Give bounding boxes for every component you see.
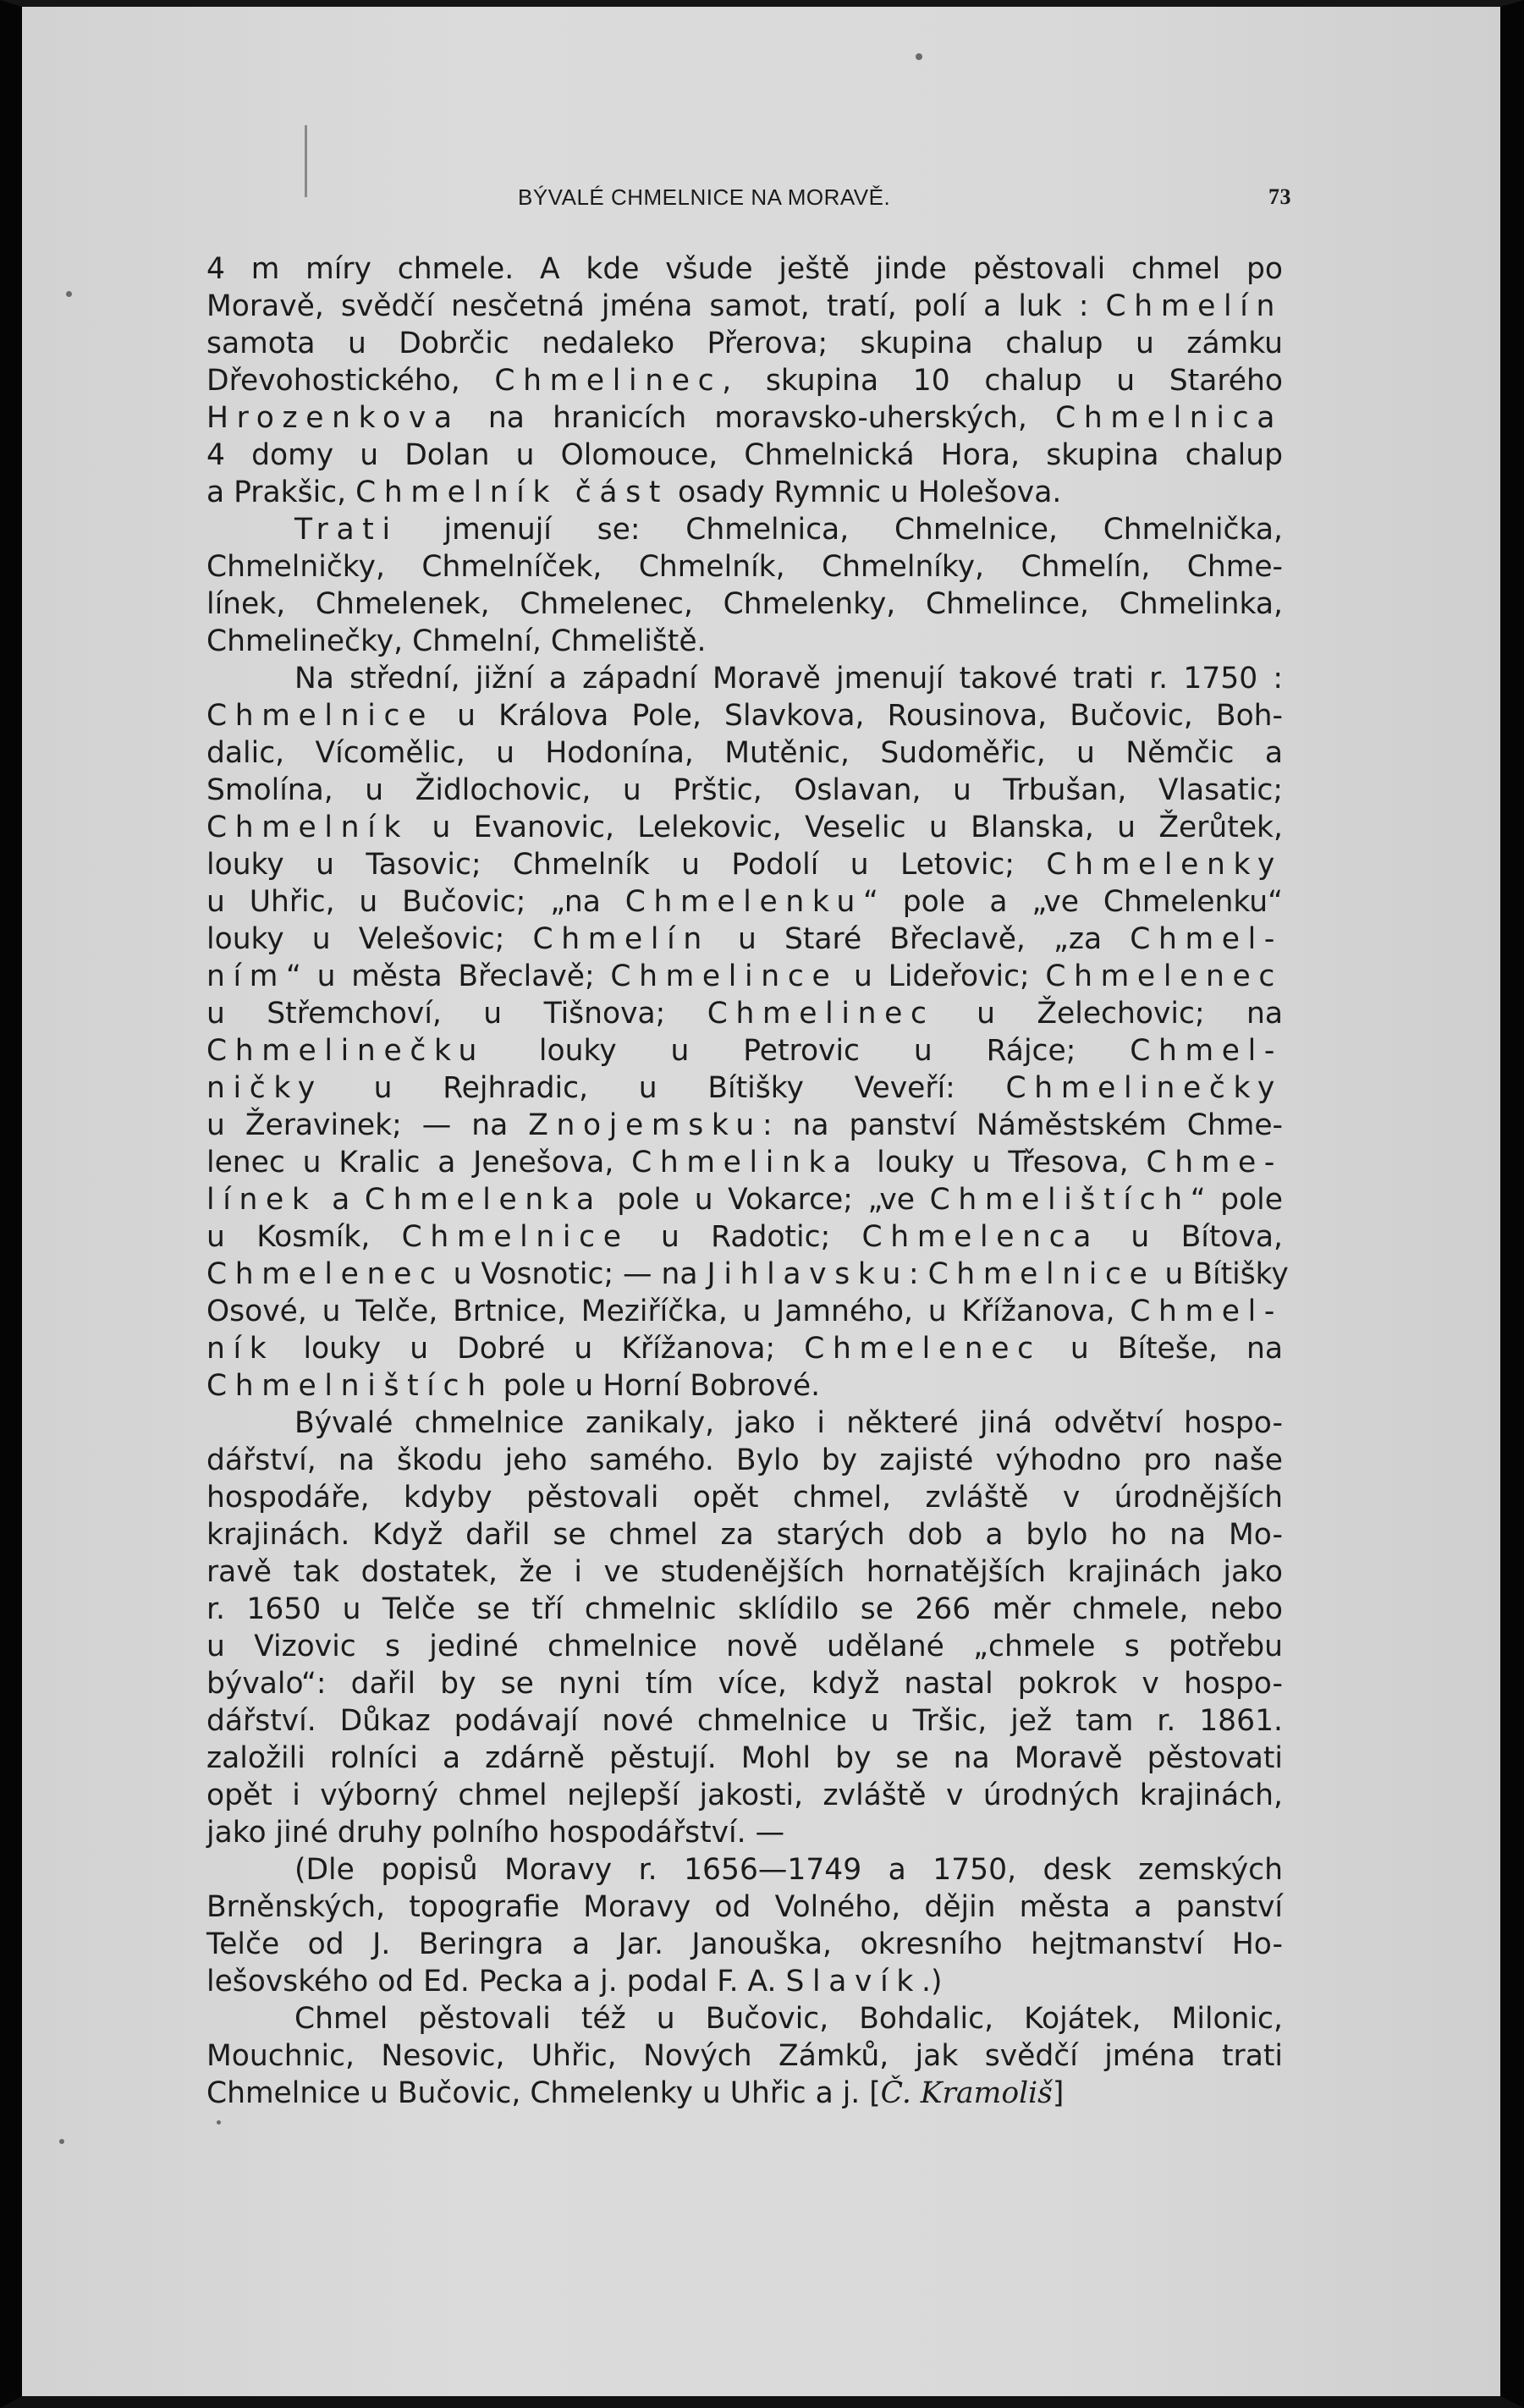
- text-run: u Bítova,: [1099, 1220, 1283, 1254]
- text-run: dářství, na škodu jeho samého. Bylo by zajisté výhodno pro naše: [206, 1443, 1283, 1477]
- text-run: u Bíteše, na: [1041, 1332, 1284, 1366]
- text-run: 4 m míry chmele. A kde všude ještě jinde pěstovali chmel po: [206, 252, 1283, 286]
- text-line: [206, 511, 1283, 548]
- text-run: louky u Petrovic u Rájce;: [485, 1034, 1131, 1068]
- text-run: “ pole a „ve Chmelenku“: [862, 885, 1283, 919]
- spaced-term: Chmel-: [1130, 1295, 1283, 1328]
- text-line: [206, 1405, 1283, 1442]
- text-line: [206, 325, 1283, 362]
- text-line: [206, 2037, 1283, 2075]
- text-line: [206, 362, 1283, 399]
- spaced-term: Chmelništích: [206, 1369, 494, 1403]
- spaced-term: línek: [206, 1183, 317, 1217]
- text-line: [206, 1591, 1283, 1628]
- spaced-term: Chmelnice: [206, 699, 434, 733]
- text-line: [206, 1851, 1283, 1888]
- text-run: na hranicích moravsko-uherských,: [459, 401, 1056, 435]
- text-line: [206, 1888, 1283, 1926]
- text-run: hospodáře, kdyby pěstovali opět chmel, zvláště v úrodnějších: [206, 1481, 1283, 1515]
- spaced-term: Chmelinec: [707, 997, 935, 1031]
- text-run: u Králova Pole, Slavkova, Rousinova, Bučovic, Boh-: [433, 699, 1283, 733]
- scan-speck: [66, 291, 72, 297]
- text-line: [206, 921, 1283, 958]
- body-text: [206, 250, 1289, 2112]
- spaced-term: Trati: [294, 513, 399, 547]
- text-run: pole u Horní Bobrové.: [493, 1369, 821, 1403]
- text-run: Na střední, jižní a západní Moravě jmenují takové trati r. 1750 :: [294, 662, 1283, 695]
- text-line: [206, 1293, 1283, 1330]
- spaced-term: Chmelenec: [206, 1257, 444, 1291]
- text-run: u Vosnotic; — na: [443, 1257, 707, 1291]
- text-run: Chmelinečky, Chmelní, Chmeliště.: [206, 624, 707, 658]
- text-run: u Staré Břeclavě, „za: [709, 922, 1131, 956]
- text-line: [206, 1777, 1283, 1814]
- text-line: [206, 1628, 1283, 1665]
- text-line: [206, 958, 1283, 995]
- text-run: Bývalé chmelnice zanikaly, jako i některé jiná odvětví hospo-: [294, 1406, 1283, 1440]
- spaced-term: Chmel-: [1130, 922, 1283, 956]
- text-run: u Kosmík,: [206, 1220, 402, 1254]
- text-line: [206, 1442, 1283, 1479]
- text-line: [206, 1814, 1283, 1851]
- spaced-term: ničky: [206, 1071, 323, 1105]
- text-line: [206, 1665, 1283, 1702]
- text-line: [206, 623, 1283, 660]
- text-line: [206, 1218, 1283, 1256]
- text-line: [206, 1256, 1289, 1293]
- spaced-term: Chmelinečku: [206, 1034, 486, 1068]
- text-line: [206, 1702, 1283, 1740]
- text-line: [206, 883, 1283, 921]
- text-line: [206, 1330, 1283, 1367]
- spaced-term: Hrozenkova: [206, 401, 460, 435]
- text-line: [206, 586, 1283, 623]
- text-line: [206, 734, 1283, 772]
- text-run: u Vizovic s jediné chmelnice nově udělané „chmele s potřebu: [206, 1630, 1283, 1663]
- text-line: [206, 1069, 1283, 1107]
- text-run: dářství. Důkaz podávají nové chmelnice u Tršic, jež tam r. 1861.: [206, 1704, 1283, 1738]
- text-line: [206, 846, 1283, 883]
- text-run: .): [922, 1965, 943, 1998]
- spaced-term: ním: [206, 959, 287, 993]
- spaced-term: Chmelištích: [929, 1183, 1191, 1217]
- text-run: “ u města Břeclavě;: [286, 959, 611, 993]
- scan-speck: [916, 53, 922, 60]
- text-run: pole u Vokarce; „ve: [602, 1183, 930, 1217]
- text-line: [206, 2000, 1283, 2037]
- text-run: Telče od J. Beringra a Jar. Janouška, okresního hejtmanství Ho-: [206, 1927, 1283, 1961]
- text-run: Mouchnic, Nesovic, Uhřic, Nových Zámků, jak svědčí jména trati: [206, 2039, 1283, 2073]
- spaced-term: Chmelnice: [401, 1220, 630, 1254]
- text-run: dalic, Vícomělic, u Hodonína, Mutěnic, Sudoměřic, u Němčic a: [206, 736, 1283, 770]
- text-run: lenec u Kralic a Jenešova,: [206, 1146, 632, 1179]
- text-run: r. 1650 u Telče se tří chmelnic sklídilo se 266 měr chmele, nebo: [206, 1592, 1283, 1626]
- text-line: [206, 697, 1283, 734]
- spaced-term: Chmelnice: [927, 1257, 1156, 1291]
- text-run: Brněnských, topografie Moravy od Volného, dějin města a panství: [206, 1890, 1283, 1924]
- text-run: a Prakšic,: [206, 476, 356, 509]
- text-run: :: [908, 1257, 928, 1291]
- text-run: u Radotic;: [629, 1220, 862, 1254]
- spaced-term: Chmelenec: [1045, 959, 1283, 993]
- spaced-term: Chmelnica: [1055, 401, 1283, 435]
- spaced-term: Chmelenka: [364, 1183, 602, 1217]
- text-run: 4 domy u Dolan u Olomouce, Chmelnická Hora, skupina chalup: [206, 438, 1283, 472]
- text-line: [206, 1032, 1283, 1069]
- text-run: krajinách. Když dařil se chmel za starých dob a bylo ho na Mo-: [206, 1518, 1283, 1552]
- text-run: louky u Dobré u Křížanova;: [274, 1332, 805, 1366]
- text-line: [206, 1516, 1283, 1553]
- text-line: [206, 809, 1283, 846]
- text-run: Chmelnice u Bučovic, Chmelenky u Uhřic a j. [: [206, 2076, 881, 2110]
- text-run: Chmelničky, Chmelníček, Chmelník, Chmelníky, Chmelín, Chme-: [206, 550, 1283, 584]
- text-line: [206, 437, 1283, 474]
- text-run: u Bítišky: [1155, 1257, 1289, 1291]
- text-run: Osové, u Telče, Brtnice, Meziříčka, u Jamného, u Křížanova,: [206, 1295, 1131, 1328]
- text-line: [206, 772, 1283, 809]
- text-line: [206, 250, 1283, 288]
- spaced-term: Jihlavsku: [707, 1257, 909, 1291]
- text-run: , skupina 10 chalup u Starého: [722, 364, 1283, 398]
- text-run: : na panství Náměstském Chme-: [762, 1108, 1283, 1142]
- text-run: u Evanovic, Lelekovic, Veselic u Blanska, u Žerůtek,: [409, 811, 1283, 844]
- text-line: [206, 995, 1283, 1032]
- text-line: [206, 1553, 1283, 1591]
- scan-mark: [305, 125, 307, 197]
- text-run: louky u Tasovic; Chmelník u Podolí u Letovic;: [206, 848, 1047, 882]
- spaced-term: Chmelenca: [861, 1220, 1100, 1254]
- text-run: u Želechovic; na: [934, 997, 1284, 1031]
- text-run: Dřevohostického,: [206, 364, 495, 398]
- text-run: u Rejhradic, u Bítišky Veveří:: [322, 1071, 1006, 1105]
- text-run: Smolína, u Židlochovic, u Prštic, Oslavan, u Trbušan, Vlasatic;: [206, 773, 1283, 807]
- spaced-term: Chmelince: [610, 959, 839, 993]
- spaced-term: Chmelinka: [631, 1146, 860, 1179]
- text-line: [206, 288, 1283, 325]
- spaced-term: Chmelník: [206, 811, 410, 844]
- text-run: “ pole: [1190, 1183, 1283, 1217]
- text-run: samota u Dobrčic nedaleko Přerova; skupina chalup u zámku: [206, 327, 1283, 360]
- text-run: u Lideřovic;: [838, 959, 1046, 993]
- spaced-term: Chmelín: [532, 922, 710, 956]
- author-signature: Č. Kramoliš: [880, 2076, 1053, 2110]
- text-line: [206, 1963, 1283, 2000]
- spaced-term: Chmelinečky: [1005, 1071, 1283, 1105]
- text-run: lešovského od Ed. Pecka a j. podal F. A.: [206, 1965, 786, 1998]
- text-run: bývalo“: dařil by se nyni tím více, když nastal pokrok v hospo-: [206, 1667, 1283, 1701]
- text-line: [206, 1740, 1283, 1777]
- text-run: osady Rymnic u Holešova.: [668, 476, 1062, 509]
- spaced-term: Chmelník část: [355, 476, 669, 509]
- page-number: 73: [1268, 184, 1291, 209]
- spaced-term: Chmel-: [1130, 1034, 1283, 1068]
- scan-speck: [59, 2139, 64, 2144]
- text-line: [206, 1181, 1283, 1218]
- text-line: [206, 1479, 1283, 1516]
- text-line: [206, 660, 1283, 697]
- running-title: BÝVALÉ CHMELNICE NA MORAVĚ.: [518, 184, 891, 210]
- text-run: louky u Velešovic;: [206, 922, 533, 956]
- spaced-term: ník: [206, 1332, 275, 1366]
- text-run: u Uhřic, u Bučovic; „na: [206, 885, 625, 919]
- text-line: [206, 1107, 1283, 1144]
- text-run: jako jiné druhy polního hospodářství. —: [206, 1816, 785, 1850]
- text-line: [206, 474, 1283, 511]
- spaced-term: Znojemsku: [528, 1108, 762, 1142]
- spaced-term: Chmelín: [1105, 289, 1283, 323]
- spaced-term: Chmelenku: [624, 885, 863, 919]
- text-run: (Dle popisů Moravy r. 1656—1749 a 1750, desk zemských: [294, 1853, 1283, 1887]
- text-run: línek, Chmelenek, Chmelenec, Chmelenky, Chmelince, Chmelinka,: [206, 587, 1283, 621]
- text-line: [206, 548, 1283, 586]
- text-line: [206, 1367, 1283, 1405]
- text-run: louky u Třesova,: [859, 1146, 1147, 1179]
- text-line: [206, 1926, 1283, 1963]
- text-line: [206, 2075, 1283, 2112]
- spaced-term: Chmelinec: [494, 364, 723, 398]
- text-line: [206, 399, 1283, 437]
- spaced-term: Chmelenec: [804, 1332, 1042, 1366]
- text-run: jmenují se: Chmelnica, Chmelnice, Chmelnička,: [398, 513, 1283, 547]
- text-line: [206, 1144, 1283, 1181]
- text-run: a: [316, 1183, 365, 1217]
- spaced-term: Chme-: [1146, 1146, 1283, 1179]
- page-header: [496, 184, 1291, 218]
- text-run: založili rolníci a zdárně pěstují. Mohl by se na Moravě pěstovati: [206, 1741, 1283, 1775]
- text-run: opět i výborný chmel nejlepší jakosti, zvláště v úrodných krajinách,: [206, 1779, 1283, 1812]
- spaced-term: Slavík: [785, 1965, 922, 1998]
- text-run: ravě tak dostatek, že i ve studenějších hornatějších krajinách jako: [206, 1555, 1283, 1589]
- text-run: u Střemchoví, u Tišnova;: [206, 997, 707, 1031]
- text-run: Moravě, svědčí nesčetná jména samot, tratí, polí a luk :: [206, 289, 1106, 323]
- spaced-term: Chmelenky: [1046, 848, 1283, 882]
- text-run: Chmel pěstovali též u Bučovic, Bohdalic, Kojátek, Milonic,: [294, 2002, 1283, 2036]
- scan-speck: [217, 2120, 221, 2125]
- text-run: ]: [1052, 2076, 1065, 2110]
- text-run: u Žeravinek; — na: [206, 1108, 529, 1142]
